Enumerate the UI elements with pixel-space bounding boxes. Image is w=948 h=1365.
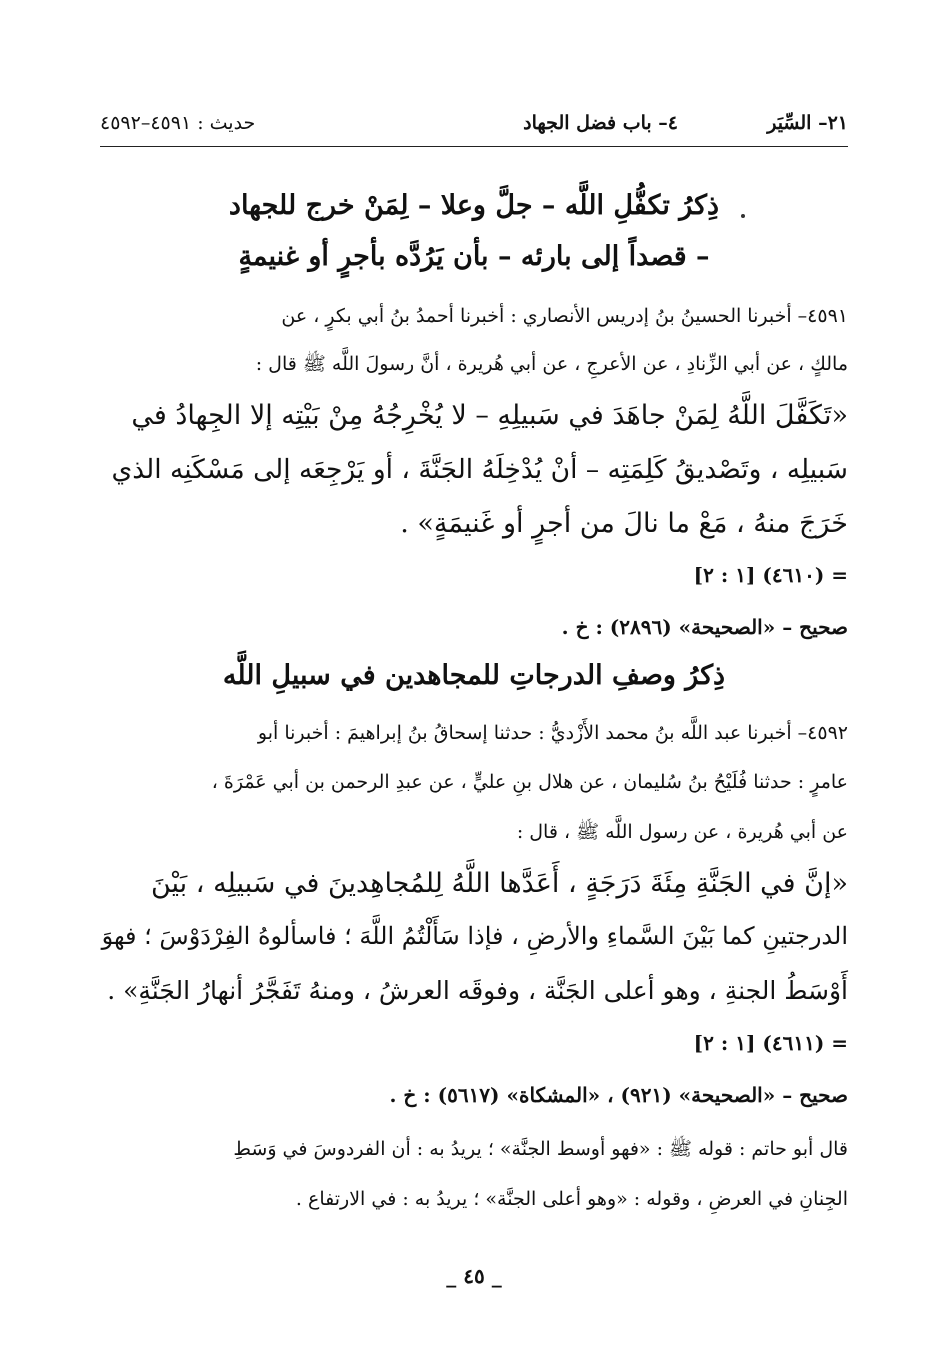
hadith-2-matn-line-1: «إنَّ في الجَنَّةِ مِئَةَ دَرَجَةٍ ، أَعَدَّها اللَّهُ لِلمُجاهِدينَ في سَبيلِه ، بَيْنَ [150, 868, 848, 899]
header-hadith-range: حديث : ٤٥٩١–٤٥٩٢ [100, 112, 256, 134]
hadith-1-matn-line-1: «تَكَفَّلَ اللَّهُ لِمَنْ جاهَدَ في سَبيلِهِ – لا يُخْرِجُهُ مِنْ بَيْتِه إلا الجِهادُ في [131, 400, 848, 431]
hadith-1-grade: صحيح – «الصحيحة» (٢٨٩٦) : خ . [561, 615, 848, 639]
hadith-2-isnad-line-3: عن أبي هُريرة ، عن رسول اللَّه ﷺ ، قال : [516, 821, 848, 843]
hadith-2-isnad-line-1: ٤٥٩٢– أخبرنا عبد اللَّه بنُ محمد الأَزْديُّ : حدثنا إسحاقُ بنُ إبراهيمَ : أخبرنا أبو [257, 722, 848, 744]
hadith-2-grade: صحيح – «الصحيحة» (٩٢١) ، «المشكاة» (٥٦١٧) : خ . [389, 1083, 848, 1107]
hadith-2-matn-line-3: أَوْسَطُ الجنةِ ، وهو أعلى الجَنَّة ، وفوقَه العرشُ ، ومنهُ تَفَجَّرُ أنهارُ الجَنَّةِ» . [107, 976, 848, 1005]
hadith-1-reference: = (٤٦١٠) [١ : ٢] [693, 563, 848, 587]
hadith-2-reference: = (٤٦١١) [١ : ٢] [693, 1031, 848, 1055]
header-section: ٢١– السِّيَر [767, 112, 848, 134]
hadith-1-matn-line-3: خَرَجَ منهُ ، مَعْ ما نالَ من أجرٍ أو غَنيمَةٍ» . [400, 508, 848, 539]
header-rule [100, 146, 848, 147]
hadith-1-isnad-line-1: ٤٥٩١– أخبرنا الحسينُ بنُ إدريس الأنصاري : أخبرنا أحمدُ بنُ أبي بكرٍ ، عن [281, 305, 848, 327]
header-chapter: ٤– باب فضل الجهاد [523, 112, 678, 134]
hadith-1-matn-line-2: سَبيلِه ، وتَصْديقُ كَلِمَتِه – أنْ يُدْخِلَهُ الجَنَّةَ ، أو يَرْجِعَه إلى مَسْكَنِه الذي [111, 454, 848, 485]
section-title-2: ذِكرُ وصفِ الدرجاتِ للمجاهدين في سبيلِ اللَّه [222, 660, 726, 691]
commentary-line-2: الجِنانِ في العرضِ ، وقوله : «وهو أعلى الجنَّة» ؛ يريدُ به : في الارتفاع . [295, 1188, 848, 1210]
hadith-2-matn-line-2: الدرجتينِ كما بَيْنَ السَّماءِ والأرضِ ، فإذا سَأَلْتُمُ اللَّهَ ؛ فاسألوهُ الفِرْدَوْسَ ؛ فهوَ [101, 922, 848, 950]
page-number: _ ٤٥ _ [446, 1264, 502, 1288]
running-header [100, 112, 848, 142]
commentary-line-1: قال أبو حاتم : قوله ﷺ : «فهو أوسط الجنَّة» ؛ يريدُ به : أن الفردوسَ في وَسَطِ [233, 1138, 848, 1160]
section-title-1-line-1: ذِكرُ تكفُّلِ اللَّه – جلَّ وعلا – لِمَنْ خرج للجهاد [228, 190, 720, 221]
hadith-1-isnad-line-2: مالكٍ ، عن أبي الزِّنادِ ، عن الأعرجِ ، عن أبي هُريرة ، أنَّ رسولَ اللَّه ﷺ قال : [255, 353, 848, 375]
section-title-1-line-2: – قصداً إلى بارئه – بأن يَرُدَّه بأجرٍ أو غنيمةٍ [238, 241, 710, 272]
hadith-2-isnad-line-2: عامرٍ : حدثنا فُلَيْحُ بنُ سُليمان ، عن هلال بنِ عليٍّ ، عن عبدِ الرحمن بن أبي عَمْرَةَ ، [211, 771, 848, 793]
